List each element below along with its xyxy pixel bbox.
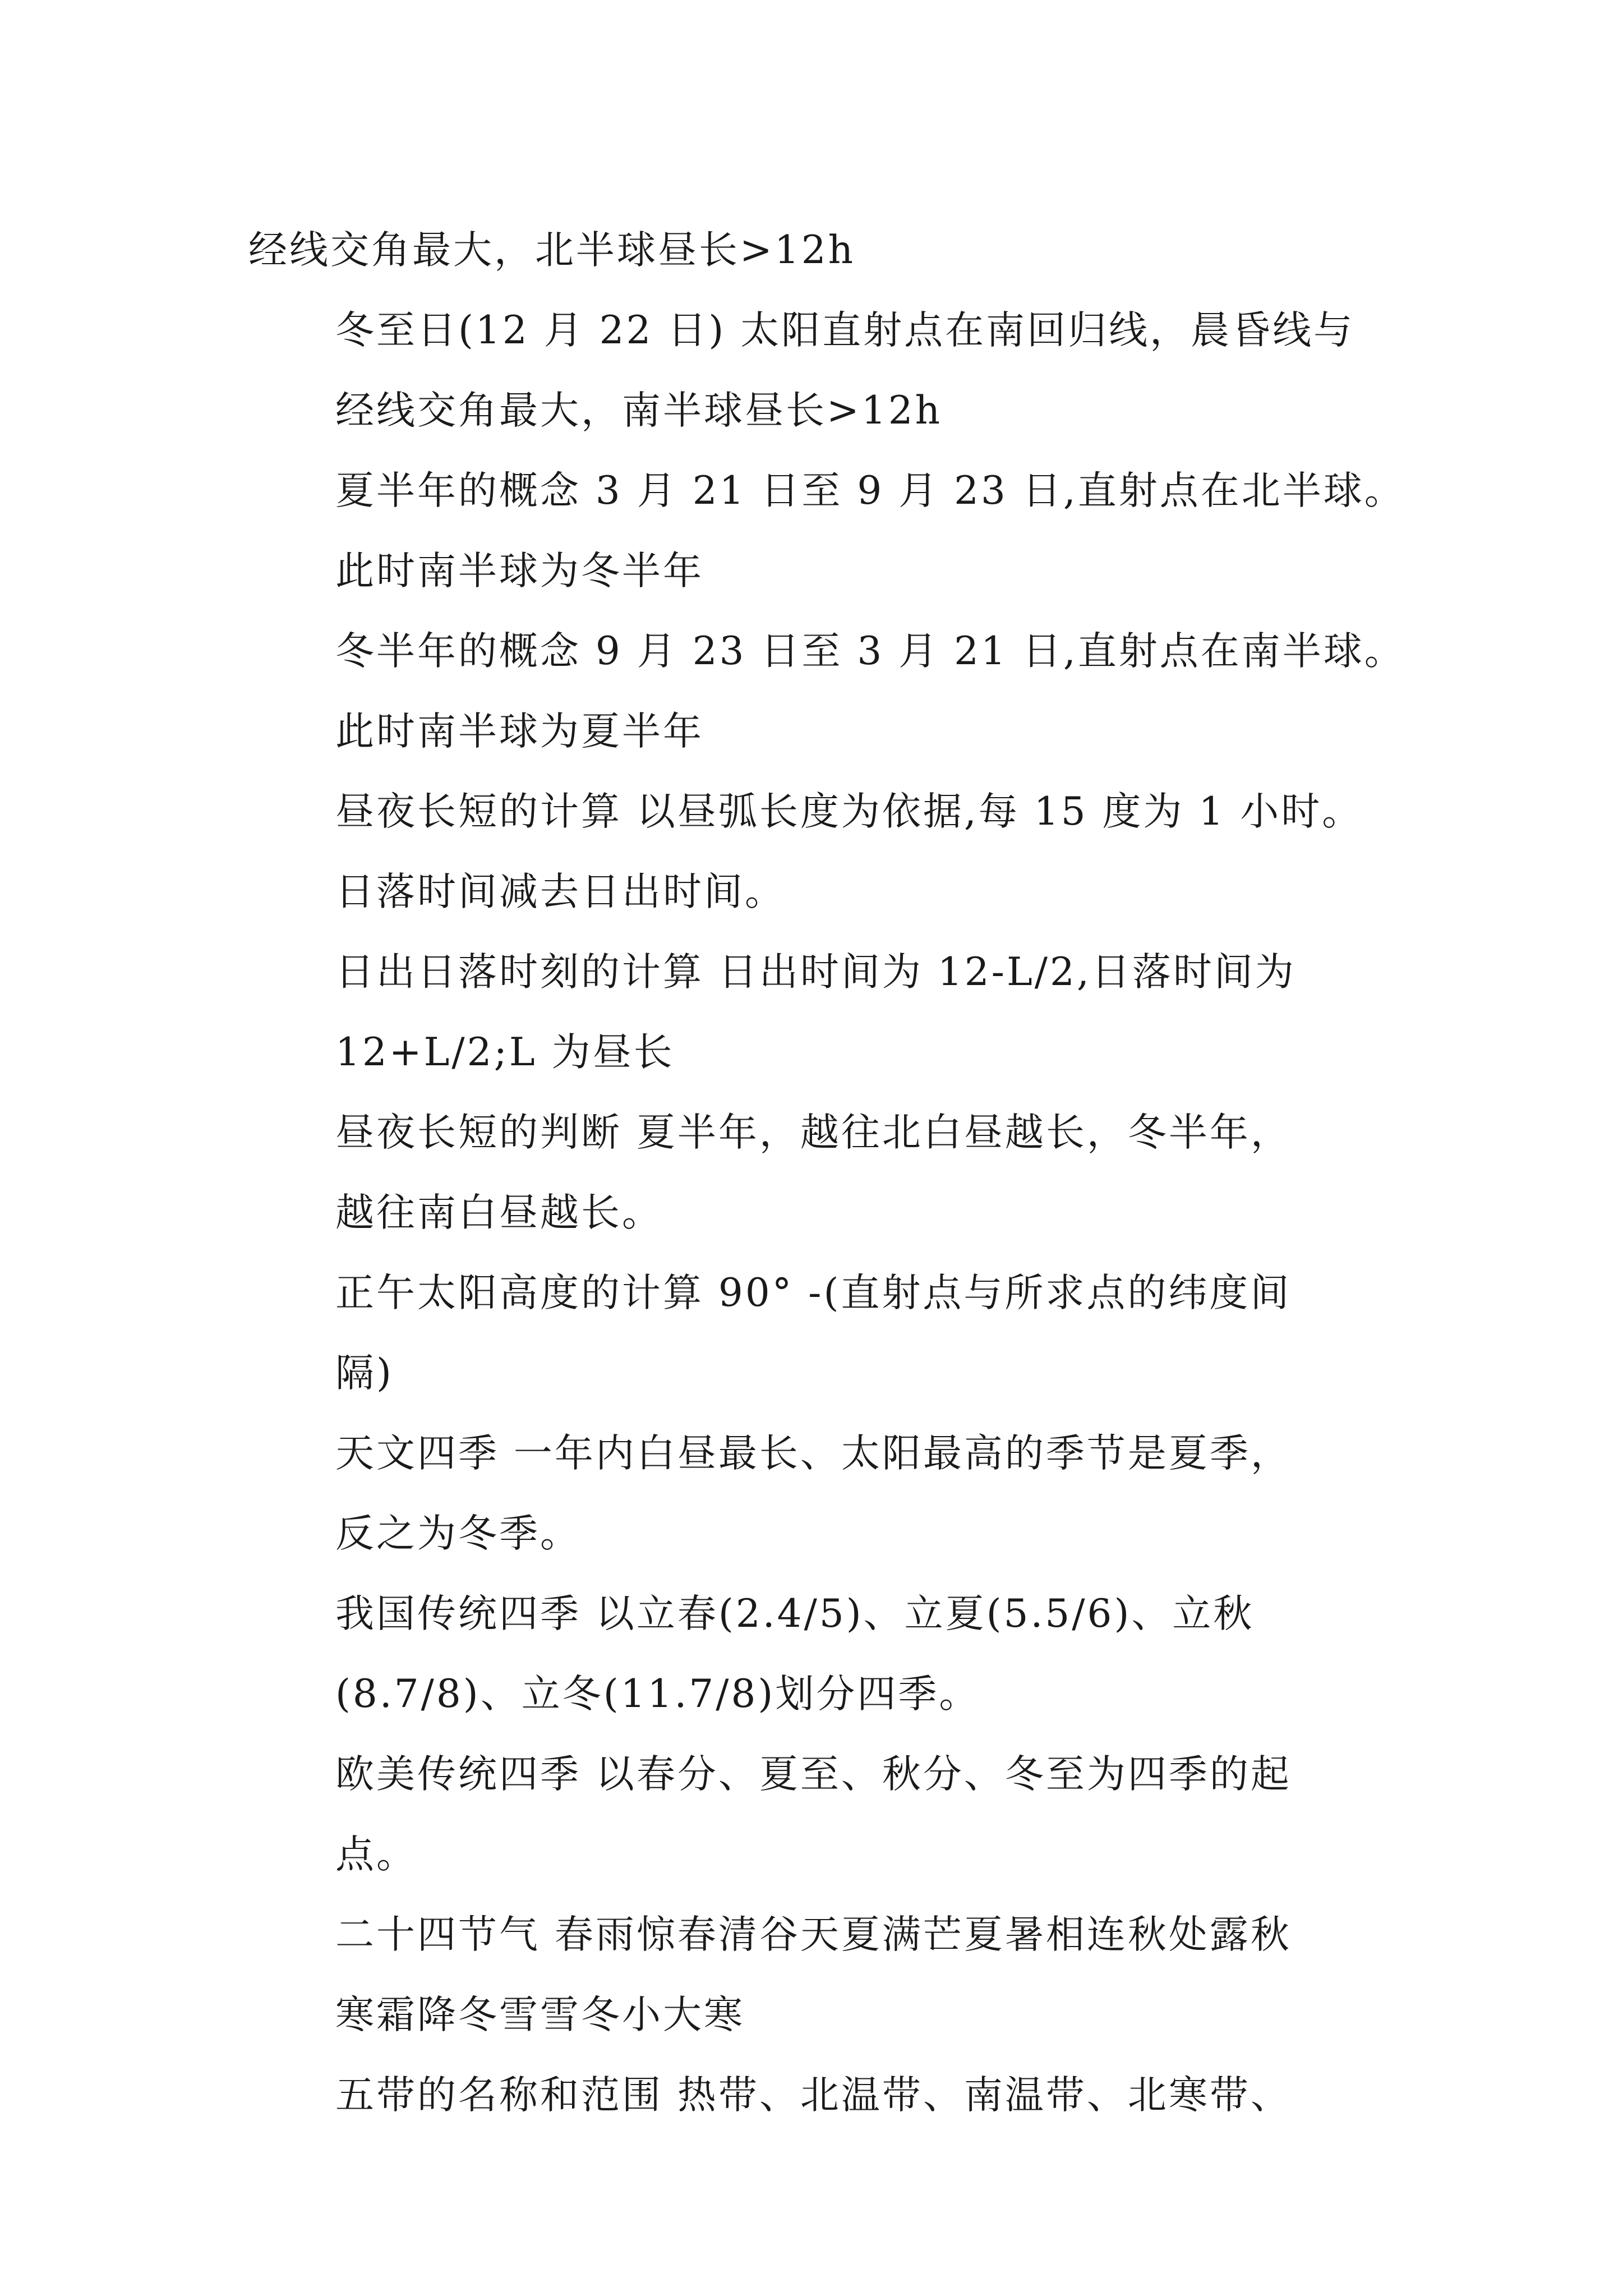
text-line: 日落时间减去日出时间。 (335, 869, 786, 914)
text-line: 二十四节气 春雨惊春清谷天夏满芒夏暑相连秋处露秋 (335, 1912, 1292, 1957)
text-line: (8.7/8)、立冬(11.7/8)划分四季。 (335, 1672, 980, 1717)
paragraph-astronomical-seasons (248, 1414, 1387, 1574)
text-line: 天文四季 一年内白昼最长、太阳最高的季节是夏季， (335, 1431, 1292, 1476)
text-line: 夏半年的概念 3 月 21 日至 9 月 23 日,直射点在北半球。 (335, 468, 1405, 513)
text-line: 反之为冬季。 (335, 1511, 581, 1556)
paragraph-noon-sun-height (248, 1253, 1387, 1414)
text-line: 点。 (335, 1832, 417, 1877)
paragraph-western-seasons (248, 1734, 1387, 1895)
paragraph-summer-half-year (248, 451, 1405, 611)
text-line: 昼夜长短的判断 夏半年，越往北白昼越长，冬半年， (335, 1110, 1292, 1155)
text-line: 冬至日(12 月 22 日) 太阳直射点在南回归线，晨昏线与 (335, 308, 1355, 353)
text-line: 日出日落时刻的计算 日出时间为 12-L/2,日落时间为 (335, 950, 1296, 995)
text-line: 寒霜降冬雪雪冬小大寒 (335, 1993, 745, 2037)
text-line: 经线交角最大，南半球昼长>12h (335, 388, 943, 433)
text-line: 此时南半球为冬半年 (335, 549, 704, 593)
text-line: 五带的名称和范围 热带、北温带、南温带、北寒带、 (335, 2073, 1292, 2118)
paragraph-solar-terms (248, 1895, 1387, 2055)
text-line: 隔) (335, 1351, 394, 1396)
paragraph-winter-half-year (248, 611, 1405, 772)
text-line: 此时南半球为夏半年 (335, 709, 704, 754)
text-line: 越往南白昼越长。 (335, 1190, 663, 1235)
body-text (248, 210, 1405, 2136)
paragraph-five-zones (248, 2055, 1387, 2136)
paragraph-day-length-calc (248, 772, 1387, 932)
paragraph-day-length-judgement (248, 1093, 1387, 1253)
paragraph-sunrise-sunset (248, 932, 1387, 1093)
text-line: 昼夜长短的计算 以昼弧长度为依据,每 15 度为 1 小时。 (335, 789, 1363, 834)
text-line: 冬半年的概念 9 月 23 日至 3 月 21 日,直射点在南半球。 (335, 629, 1405, 674)
text-line: 经线交角最大，北半球昼长>12h (248, 228, 856, 273)
text-line: 我国传统四季 以立春(2.4/5)、立夏(5.5/6)、立秋 (335, 1591, 1255, 1636)
paragraph (248, 210, 1387, 291)
text-line: 欧美传统四季 以春分、夏至、秋分、冬至为四季的起 (335, 1752, 1292, 1797)
text-line: 12+L/2;L 为昼长 (335, 1030, 675, 1075)
paragraph-winter-solstice (248, 291, 1387, 451)
text-line: 正午太阳高度的计算 90° -(直射点与所求点的纬度间 (335, 1271, 1292, 1315)
paragraph-chinese-seasons (248, 1574, 1387, 1734)
